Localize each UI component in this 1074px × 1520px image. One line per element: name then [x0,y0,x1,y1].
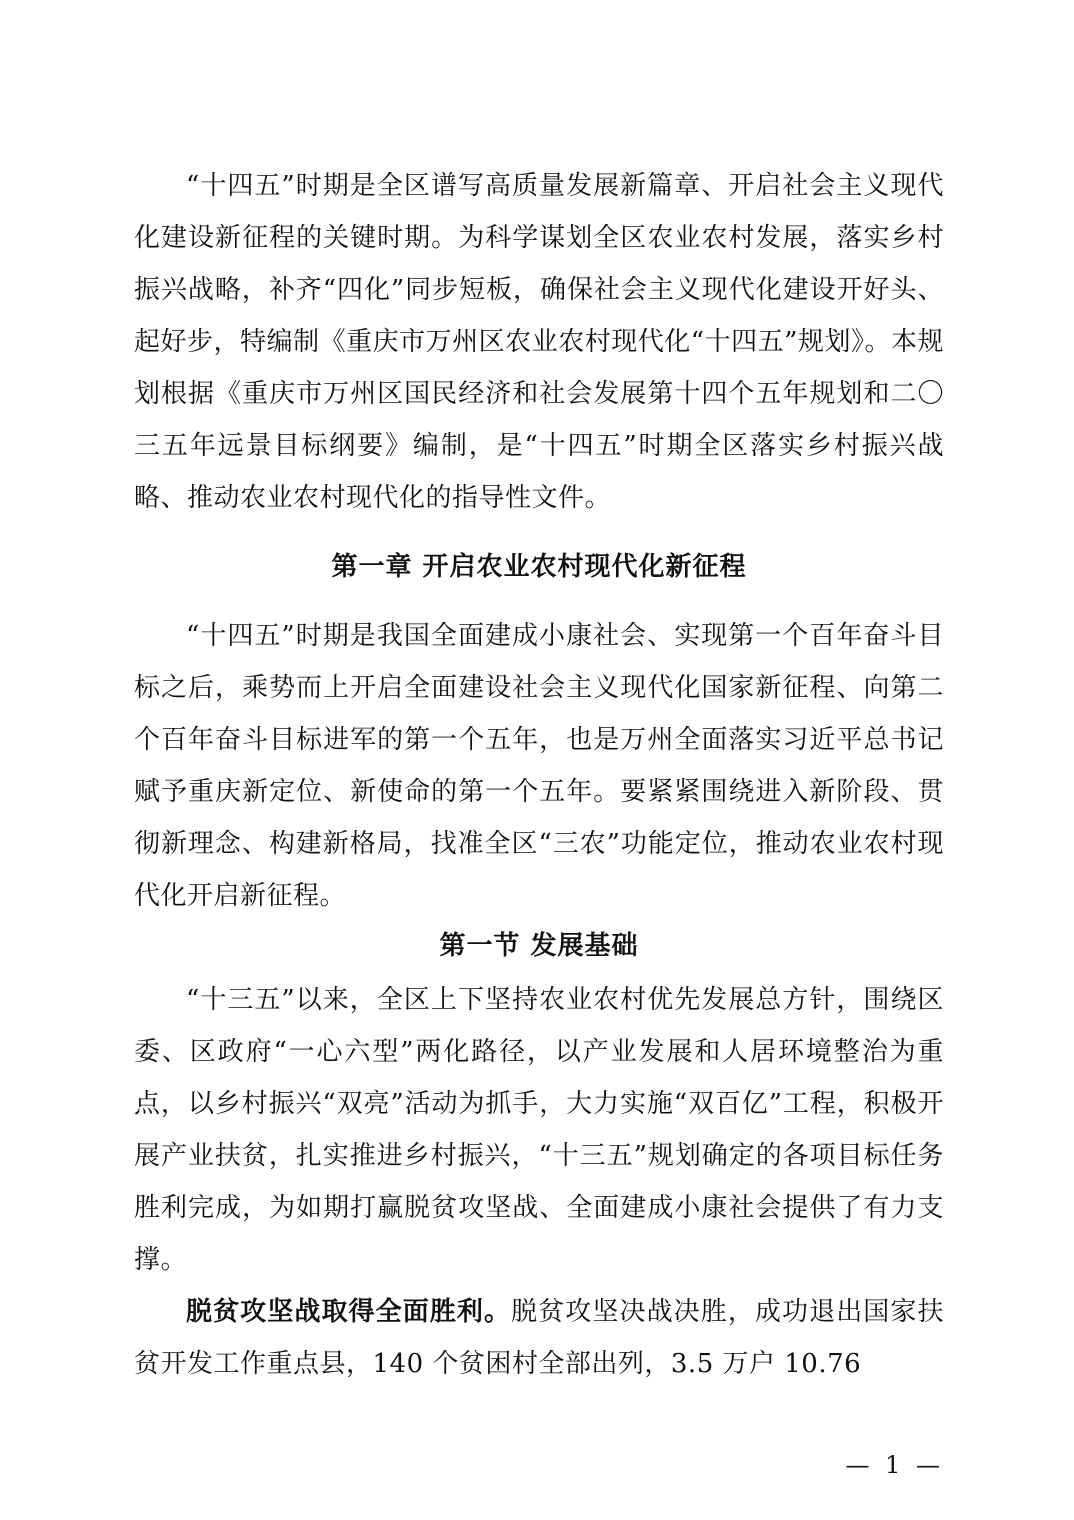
poverty-text: 脱贫攻坚决战决胜，成功退出国家扶贫开发工作重点县，140 个贫困村全部出列，3.5 万户 10.76 [134,1297,944,1379]
page-number: — 1 — [845,1451,944,1479]
intro-paragraph: “十四五”时期是全区谱写高质量发展新篇章、开启社会主义现代化建设新征程的关键时期。为科学谋划全区农业农村发展，落实乡村振兴战略，补齐“四化”同步短板，确保社会主义现代化建设开好头、起好步，特编制《重庆市万州区农业农村现代化“十四五”规划》。本规划根据《重庆市万州区国民经济和社会发展第十四个五年规划和二〇三五年远景目标纲要》编制，是“十四五”时期全区落实乡村振兴战略、推动农业农村现代化的指导性文件。 [134,171,944,513]
poverty-lead-heading: 脱贫攻坚战取得全面胜利。 [186,1297,512,1327]
chapter-paragraph: “十四五”时期是我国全面建成小康社会、实现第一个百年奋斗目标之后，乘势而上开启全面建设社会主义现代化国家新征程、向第二个百年奋斗目标进军的第一个五年，也是万州全面落实习近平总书记赋予重庆新定位、新使命的第一个五年。要紧紧围绕进入新阶段、贯彻新理念、构建新格局，找准全区“三农”功能定位，推动农业农村现代化开启新征程。 [134,621,944,911]
section-paragraph: “十三五”以来，全区上下坚持农业农村优先发展总方针，围绕区委、区政府“一心六型”两化路径，以产业发展和人居环境整治为重点，以乡村振兴“双亮”活动为抓手，大力实施“双百亿”工程，积极开展产业扶贫，扎实推进乡村振兴，“十三五”规划确定的各项目标任务胜利完成，为如期打赢脱贫攻坚战、全面建成小康社会提供了有力支撑。 [134,985,944,1275]
section-title: 第一节 发展基础 [439,931,639,961]
chapter-title: 第一章 开启农业农村现代化新征程 [331,552,747,582]
poverty-paragraph [134,1286,944,1390]
